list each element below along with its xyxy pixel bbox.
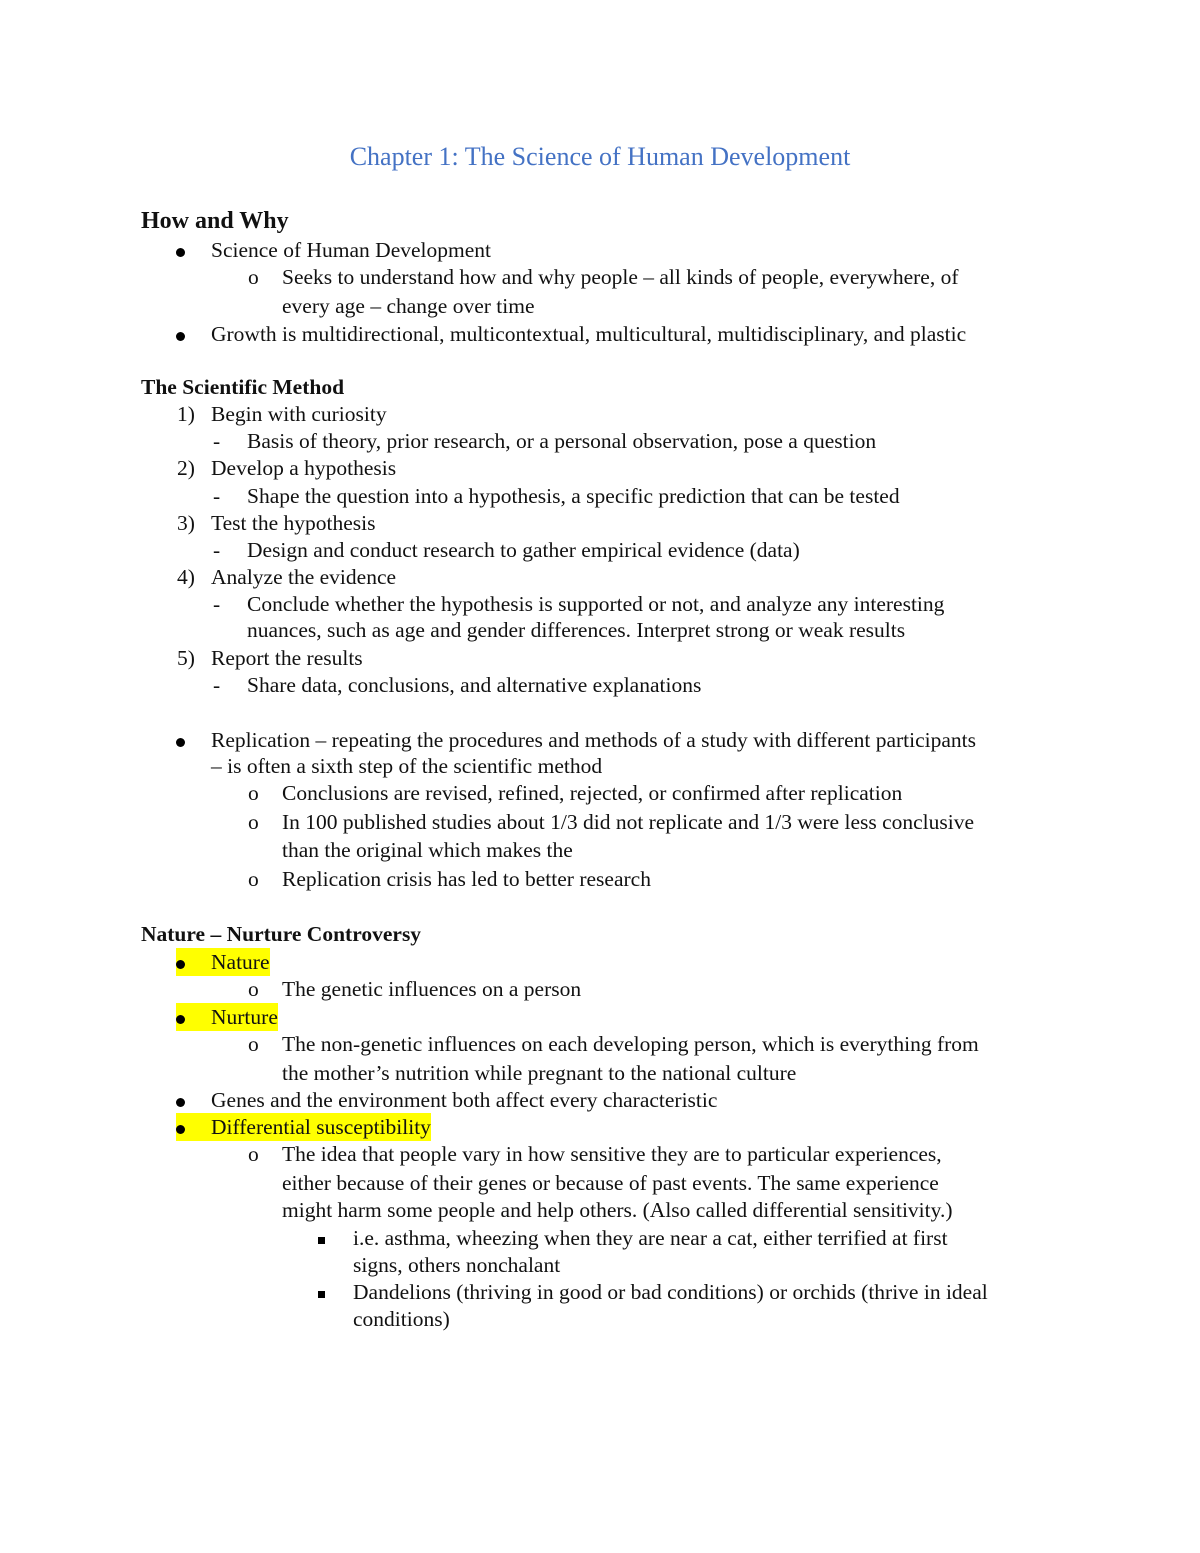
list-number: 5) bbox=[177, 646, 195, 670]
list-item-text: The non-genetic influences on each developing person, which is everything from bbox=[282, 1032, 979, 1056]
list-item-text: than the original which makes the bbox=[282, 838, 573, 862]
dash-marker: - bbox=[213, 538, 221, 562]
section-heading: How and Why bbox=[141, 208, 289, 234]
square-bullet-icon bbox=[318, 1278, 325, 1306]
list-item-text: Replication – repeating the procedures and methods of a study with different participants bbox=[211, 728, 977, 752]
bullet-icon bbox=[176, 1003, 211, 1031]
list-item-text: Basis of theory, prior research, or a personal observation, pose a question bbox=[247, 429, 877, 453]
list-item-text: Design and conduct research to gather empirical evidence (data) bbox=[247, 538, 800, 562]
section-heading: Nature – Nurture Controversy bbox=[141, 922, 422, 946]
bullet-icon bbox=[176, 948, 211, 976]
list-item-text: Test the hypothesis bbox=[211, 511, 376, 535]
bullet-icon bbox=[176, 1113, 211, 1141]
list-item-text: Shape the question into a hypothesis, a specific prediction that can be tested bbox=[247, 484, 900, 508]
dash-marker: - bbox=[213, 673, 221, 697]
list-item-text: The genetic influences on a person bbox=[282, 977, 582, 1001]
list-item-text: i.e. asthma, wheezing when they are near a cat, either terrified at first bbox=[353, 1226, 948, 1250]
list-item-text: Replication crisis has led to better research bbox=[282, 867, 651, 891]
circle-bullet-icon: o bbox=[248, 781, 259, 805]
list-item-text: Conclusions are revised, refined, rejected, or confirmed after replication bbox=[282, 781, 903, 805]
highlighted-term: Differential susceptibility bbox=[211, 1115, 431, 1139]
list-number: 3) bbox=[177, 511, 195, 535]
document-title: Chapter 1: The Science of Human Development bbox=[349, 142, 851, 171]
circle-bullet-icon: o bbox=[248, 977, 259, 1001]
list-item-text: In 100 published studies about 1/3 did not replicate and 1/3 were less conclusive bbox=[282, 810, 975, 834]
list-item-text: nuances, such as age and gender differences. Interpret strong or weak results bbox=[247, 618, 906, 642]
list-item-text: Genes and the environment both affect every characteristic bbox=[211, 1088, 718, 1112]
list-item-text: the mother’s nutrition while pregnant to the national culture bbox=[282, 1061, 797, 1085]
list-item-text: Conclude whether the hypothesis is supported or not, and analyze any interesting bbox=[247, 592, 945, 616]
list-item-text: signs, others nonchalant bbox=[353, 1253, 561, 1277]
section-heading: The Scientific Method bbox=[141, 375, 345, 399]
list-item-text: The idea that people vary in how sensitive they are to particular experiences, bbox=[282, 1142, 942, 1166]
bullet-icon bbox=[176, 1086, 185, 1114]
list-item-text: Share data, conclusions, and alternative explanations bbox=[247, 673, 702, 697]
circle-bullet-icon: o bbox=[248, 810, 259, 834]
bullet-icon bbox=[176, 320, 185, 348]
list-item-text: might harm some people and help others. (Also called differential sensitivity.) bbox=[282, 1198, 953, 1222]
list-number: 4) bbox=[177, 565, 195, 589]
list-number: 2) bbox=[177, 456, 195, 480]
list-number: 1) bbox=[177, 402, 195, 426]
circle-bullet-icon: o bbox=[248, 1032, 259, 1056]
list-item-text: either because of their genes or because of past events. The same experience bbox=[282, 1171, 939, 1195]
list-item-text: Growth is multidirectional, multicontextual, multicultural, multidisciplinary, and plastic bbox=[211, 322, 967, 346]
circle-bullet-icon: o bbox=[248, 867, 259, 891]
list-item-text: every age – change over time bbox=[282, 294, 535, 318]
list-item-text: Analyze the evidence bbox=[211, 565, 397, 589]
highlighted-term: Nature bbox=[211, 950, 270, 974]
circle-bullet-icon: o bbox=[248, 1142, 259, 1166]
list-item-text: – is often a sixth step of the scientific method bbox=[211, 754, 603, 778]
list-item-text: Seeks to understand how and why people – all kinds of people, everywhere, of bbox=[282, 265, 959, 289]
list-item-text: Develop a hypothesis bbox=[211, 456, 397, 480]
bullet-icon bbox=[176, 726, 185, 754]
list-item-text: Begin with curiosity bbox=[211, 402, 387, 426]
list-item-text: Science of Human Development bbox=[211, 238, 492, 262]
dash-marker: - bbox=[213, 484, 221, 508]
dash-marker: - bbox=[213, 592, 221, 616]
list-item-text: conditions) bbox=[353, 1307, 450, 1331]
square-bullet-icon bbox=[318, 1224, 325, 1252]
list-item-text: Dandelions (thriving in good or bad conditions) or orchids (thrive in ideal bbox=[353, 1280, 988, 1304]
dash-marker: - bbox=[213, 429, 221, 453]
list-item-text: Report the results bbox=[211, 646, 363, 670]
highlighted-term: Nurture bbox=[211, 1005, 278, 1029]
bullet-icon bbox=[176, 236, 185, 264]
circle-bullet-icon: o bbox=[248, 265, 259, 289]
